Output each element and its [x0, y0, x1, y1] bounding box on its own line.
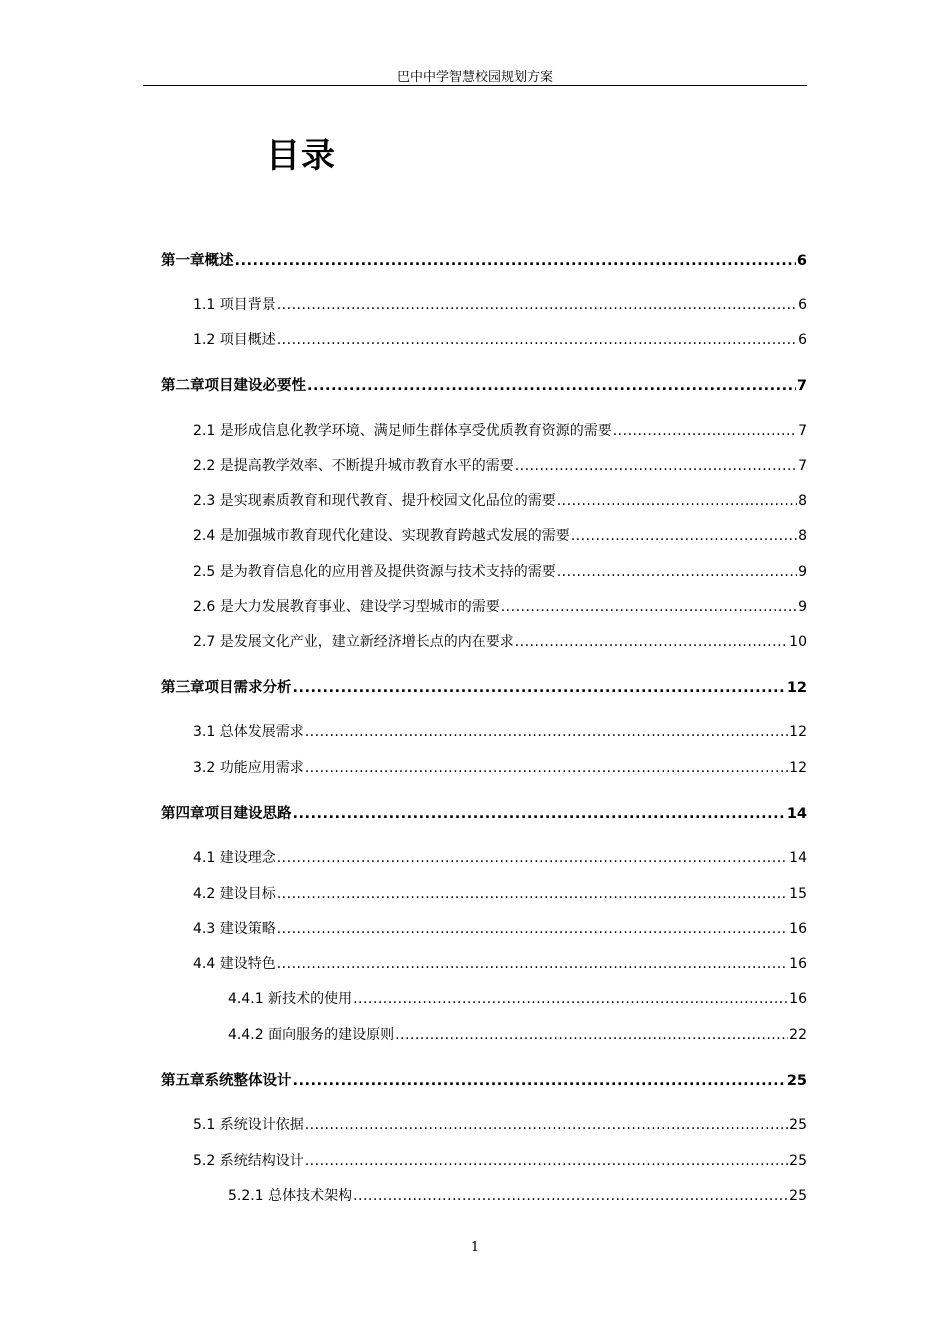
toc-entry-label: 2.6 是大力发展教育事业、建设学习型城市的需要: [193, 599, 500, 615]
toc-entry-4-2[interactable]: [193, 883, 807, 905]
toc-entry-label: 2.2 是提高教学效率、不断提升城市教育水平的需要: [193, 458, 514, 474]
footer-page-number: 1: [470, 1240, 480, 1255]
toc-entry-page: 15: [789, 886, 807, 902]
toc-entry-page: 16: [789, 921, 807, 937]
toc-entry-5-2-1[interactable]: [228, 1185, 807, 1207]
toc-dot-leader: [613, 423, 797, 439]
toc-entry-label: 第二章项目建设必要性: [161, 378, 306, 394]
toc-entry-page: 7: [796, 378, 807, 394]
toc-entry-label: 5.2.1 总体技术架构: [228, 1188, 353, 1204]
toc-entry-label: 2.1 是形成信息化教学环境、满足师生群体享受优质教育资源的需要: [193, 423, 612, 439]
toc-entry-2-6[interactable]: [193, 596, 807, 618]
toc-entry-2-5[interactable]: [193, 561, 807, 583]
toc-entry-3-2[interactable]: [193, 757, 807, 779]
toc-entry-page: 6: [796, 253, 807, 269]
toc-entry-5-1[interactable]: [193, 1114, 807, 1136]
toc-entry-page: 12: [789, 724, 807, 740]
toc-entry-label: 4.4.1 新技术的使用: [228, 991, 353, 1007]
toc-entry-page: 7: [798, 458, 807, 474]
toc-entry-2-3[interactable]: [193, 490, 807, 512]
toc-entry-page: 12: [789, 760, 807, 776]
toc-dot-leader: [307, 378, 796, 394]
toc-dot-leader: [557, 564, 797, 580]
toc-entry-chapter-3[interactable]: [161, 676, 807, 698]
toc-dot-leader: [353, 1188, 788, 1204]
toc-entry-chapter-1[interactable]: [161, 249, 807, 271]
toc-entry-page: 8: [798, 528, 807, 544]
toc-entry-1-2[interactable]: [193, 329, 807, 351]
toc-entry-4-4-1[interactable]: [228, 988, 807, 1010]
toc-dot-leader: [395, 1027, 788, 1043]
toc-entry-page: 14: [789, 850, 807, 866]
toc-entry-2-1[interactable]: [193, 420, 807, 442]
toc-entry-chapter-5[interactable]: [161, 1069, 807, 1091]
toc-entry-page: 14: [786, 806, 807, 822]
toc-entry-1-1[interactable]: [193, 294, 807, 316]
toc-dot-leader: [293, 680, 786, 696]
toc-entry-label: 4.4.2 面向服务的建设原则: [228, 1027, 395, 1043]
toc-entry-label: 4.4 建设特色: [193, 956, 276, 972]
toc-entry-4-1[interactable]: [193, 847, 807, 869]
toc-entry-label: 第一章概述: [161, 253, 234, 269]
toc-entry-label: 4.1 建设理念: [193, 850, 276, 866]
toc-entry-2-7[interactable]: [193, 631, 807, 653]
toc-dot-leader: [557, 493, 797, 509]
toc-entry-label: 1.2 项目概述: [193, 332, 276, 348]
toc-dot-leader: [277, 956, 788, 972]
toc-entry-label: 5.1 系统设计依据: [193, 1117, 304, 1133]
toc-entry-label: 5.2 系统结构设计: [193, 1153, 304, 1169]
toc-entry-3-1[interactable]: [193, 721, 807, 743]
toc-entry-page: 25: [789, 1153, 807, 1169]
toc-entry-chapter-4[interactable]: [161, 802, 807, 824]
header-divider: [143, 85, 807, 86]
toc-dot-leader: [277, 850, 788, 866]
toc-entry-chapter-2[interactable]: [161, 374, 807, 396]
toc-entry-label: 4.3 建设策略: [193, 921, 276, 937]
toc-entry-2-2[interactable]: [193, 455, 807, 477]
toc-entry-page: 10: [789, 634, 807, 650]
toc-dot-leader: [305, 1153, 788, 1169]
toc-dot-leader: [277, 297, 797, 313]
toc-entry-4-3[interactable]: [193, 918, 807, 940]
toc-dot-leader: [277, 886, 788, 902]
toc-entry-page: 9: [798, 564, 807, 580]
toc-heading: 目录: [266, 136, 336, 176]
toc-dot-leader: [235, 253, 796, 269]
toc-dot-leader: [515, 634, 788, 650]
toc-entry-page: 6: [798, 297, 807, 313]
toc-entry-page: 25: [786, 1073, 807, 1089]
toc-entry-label: 3.1 总体发展需求: [193, 724, 304, 740]
toc-entry-label: 第三章项目需求分析: [161, 680, 292, 696]
toc-dot-leader: [277, 332, 797, 348]
toc-entry-page: 16: [789, 956, 807, 972]
toc-entry-label: 2.5 是为教育信息化的应用普及提供资源与技术支持的需要: [193, 564, 556, 580]
toc-entry-page: 25: [789, 1188, 807, 1204]
toc-dot-leader: [277, 921, 788, 937]
toc-dot-leader: [305, 760, 788, 776]
toc-entry-4-4-2[interactable]: [228, 1024, 807, 1046]
toc-entry-4-4[interactable]: [193, 953, 807, 975]
toc-entry-label: 第五章系统整体设计: [161, 1073, 292, 1089]
document-header-title: 巴中中学智慧校园规划方案: [396, 70, 553, 85]
toc-entry-page: 6: [798, 332, 807, 348]
toc-entry-page: 12: [786, 680, 807, 696]
toc-entry-label: 2.4 是加强城市教育现代化建设、实现教育跨越式发展的需要: [193, 528, 570, 544]
toc-dot-leader: [353, 991, 788, 1007]
toc-entry-label: 2.3 是实现素质教育和现代教育、提升校园文化品位的需要: [193, 493, 556, 509]
toc-entry-label: 1.1 项目背景: [193, 297, 276, 313]
toc-entry-page: 25: [789, 1117, 807, 1133]
toc-dot-leader: [571, 528, 797, 544]
toc-dot-leader: [305, 1117, 788, 1133]
toc-dot-leader: [293, 806, 786, 822]
toc-entry-page: 7: [798, 423, 807, 439]
toc-dot-leader: [515, 458, 797, 474]
toc-entry-page: 22: [789, 1027, 807, 1043]
toc-dot-leader: [501, 599, 797, 615]
toc-entry-label: 4.2 建设目标: [193, 886, 276, 902]
toc-entry-page: 8: [798, 493, 807, 509]
toc-entry-2-4[interactable]: [193, 525, 807, 547]
toc-entry-page: 9: [798, 599, 807, 615]
toc-entry-page: 16: [789, 991, 807, 1007]
toc-dot-leader: [293, 1073, 786, 1089]
toc-entry-label: 3.2 功能应用需求: [193, 760, 304, 776]
toc-entry-5-2[interactable]: [193, 1150, 807, 1172]
toc-entry-label: 第四章项目建设思路: [161, 806, 292, 822]
toc-dot-leader: [305, 724, 788, 740]
toc-entry-label: 2.7 是发展文化产业，建立新经济增长点的内在要求: [193, 634, 514, 650]
